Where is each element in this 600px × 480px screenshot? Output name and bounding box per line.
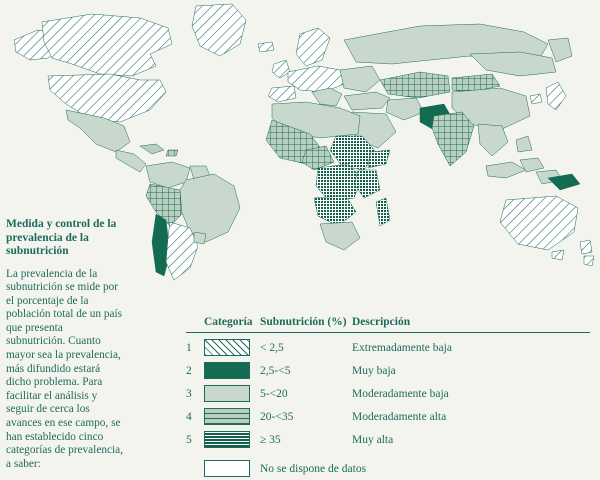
- legend-row-number: 4: [186, 405, 204, 428]
- legend-description: Extremadamente baja: [352, 333, 590, 360]
- legend-header: [186, 316, 590, 333]
- legend-value: 20-<35: [260, 405, 352, 428]
- legend-swatch-cell: [204, 405, 260, 428]
- legend-swatch-dense-dots-icon: [204, 431, 250, 448]
- legend-row: [186, 405, 590, 428]
- legend-swatch-cell: [204, 333, 260, 360]
- legend-value: ≥ 35: [260, 428, 352, 451]
- legend-row-number: 5: [186, 428, 204, 451]
- legend-body: [186, 333, 590, 480]
- legend-table: [186, 316, 590, 480]
- legend-row: [186, 428, 590, 451]
- sidebar-body: La prevalencia de la subnutrición se mide por el porcentaje de la población total de un país que presenta subnutrición. Cuanto mayor sea la prevalencia, más difundido estará dicho problema. Para facilitar el análisis y seguir de cerca los avances en ese campo, se han establecido cinco categorías de prevalencia, a saber:: [6, 268, 124, 472]
- legend-row: [186, 359, 590, 382]
- legend-header-spacer: [186, 316, 204, 333]
- legend-header-category: Categoría: [204, 316, 260, 333]
- legend-swatch-white-empty-icon: [204, 460, 250, 477]
- legend-swatch-cell: [204, 428, 260, 451]
- legend-nodata-label: No se dispone de datos: [260, 451, 590, 480]
- sidebar-text-block: [6, 218, 124, 471]
- legend-header-value: Subnutrición (%): [260, 316, 352, 333]
- legend-row-number: 3: [186, 382, 204, 405]
- legend-swatch-grid-crosshatch-icon: [204, 408, 250, 425]
- legend-row-number: 1: [186, 333, 204, 360]
- legend-swatch-solid-light-green-icon: [204, 385, 250, 402]
- legend-description: Muy alta: [352, 428, 590, 451]
- legend-value: 5-<20: [260, 382, 352, 405]
- legend: [186, 316, 590, 480]
- legend-value: < 2,5: [260, 333, 352, 360]
- legend-row-number-empty: [186, 451, 204, 480]
- legend-row: [186, 382, 590, 405]
- legend-row-nodata: [186, 451, 590, 480]
- legend-swatch-cell: [204, 382, 260, 405]
- legend-swatch-cell: [204, 359, 260, 382]
- legend-row-number: 2: [186, 359, 204, 382]
- legend-description: Moderadamente alta: [352, 405, 590, 428]
- legend-value: 2,5-<5: [260, 359, 352, 382]
- legend-swatch-diagonal-hatch-icon: [204, 339, 250, 356]
- legend-swatch-cell: [204, 451, 260, 480]
- legend-swatch-solid-dark-green-icon: [204, 362, 250, 379]
- sidebar-title: Medida y control de la prevalencia de la subnutrición: [6, 218, 124, 259]
- legend-description: Muy baja: [352, 359, 590, 382]
- legend-row: [186, 333, 590, 360]
- legend-header-description: Descripción: [352, 316, 590, 333]
- legend-description: Moderadamente baja: [352, 382, 590, 405]
